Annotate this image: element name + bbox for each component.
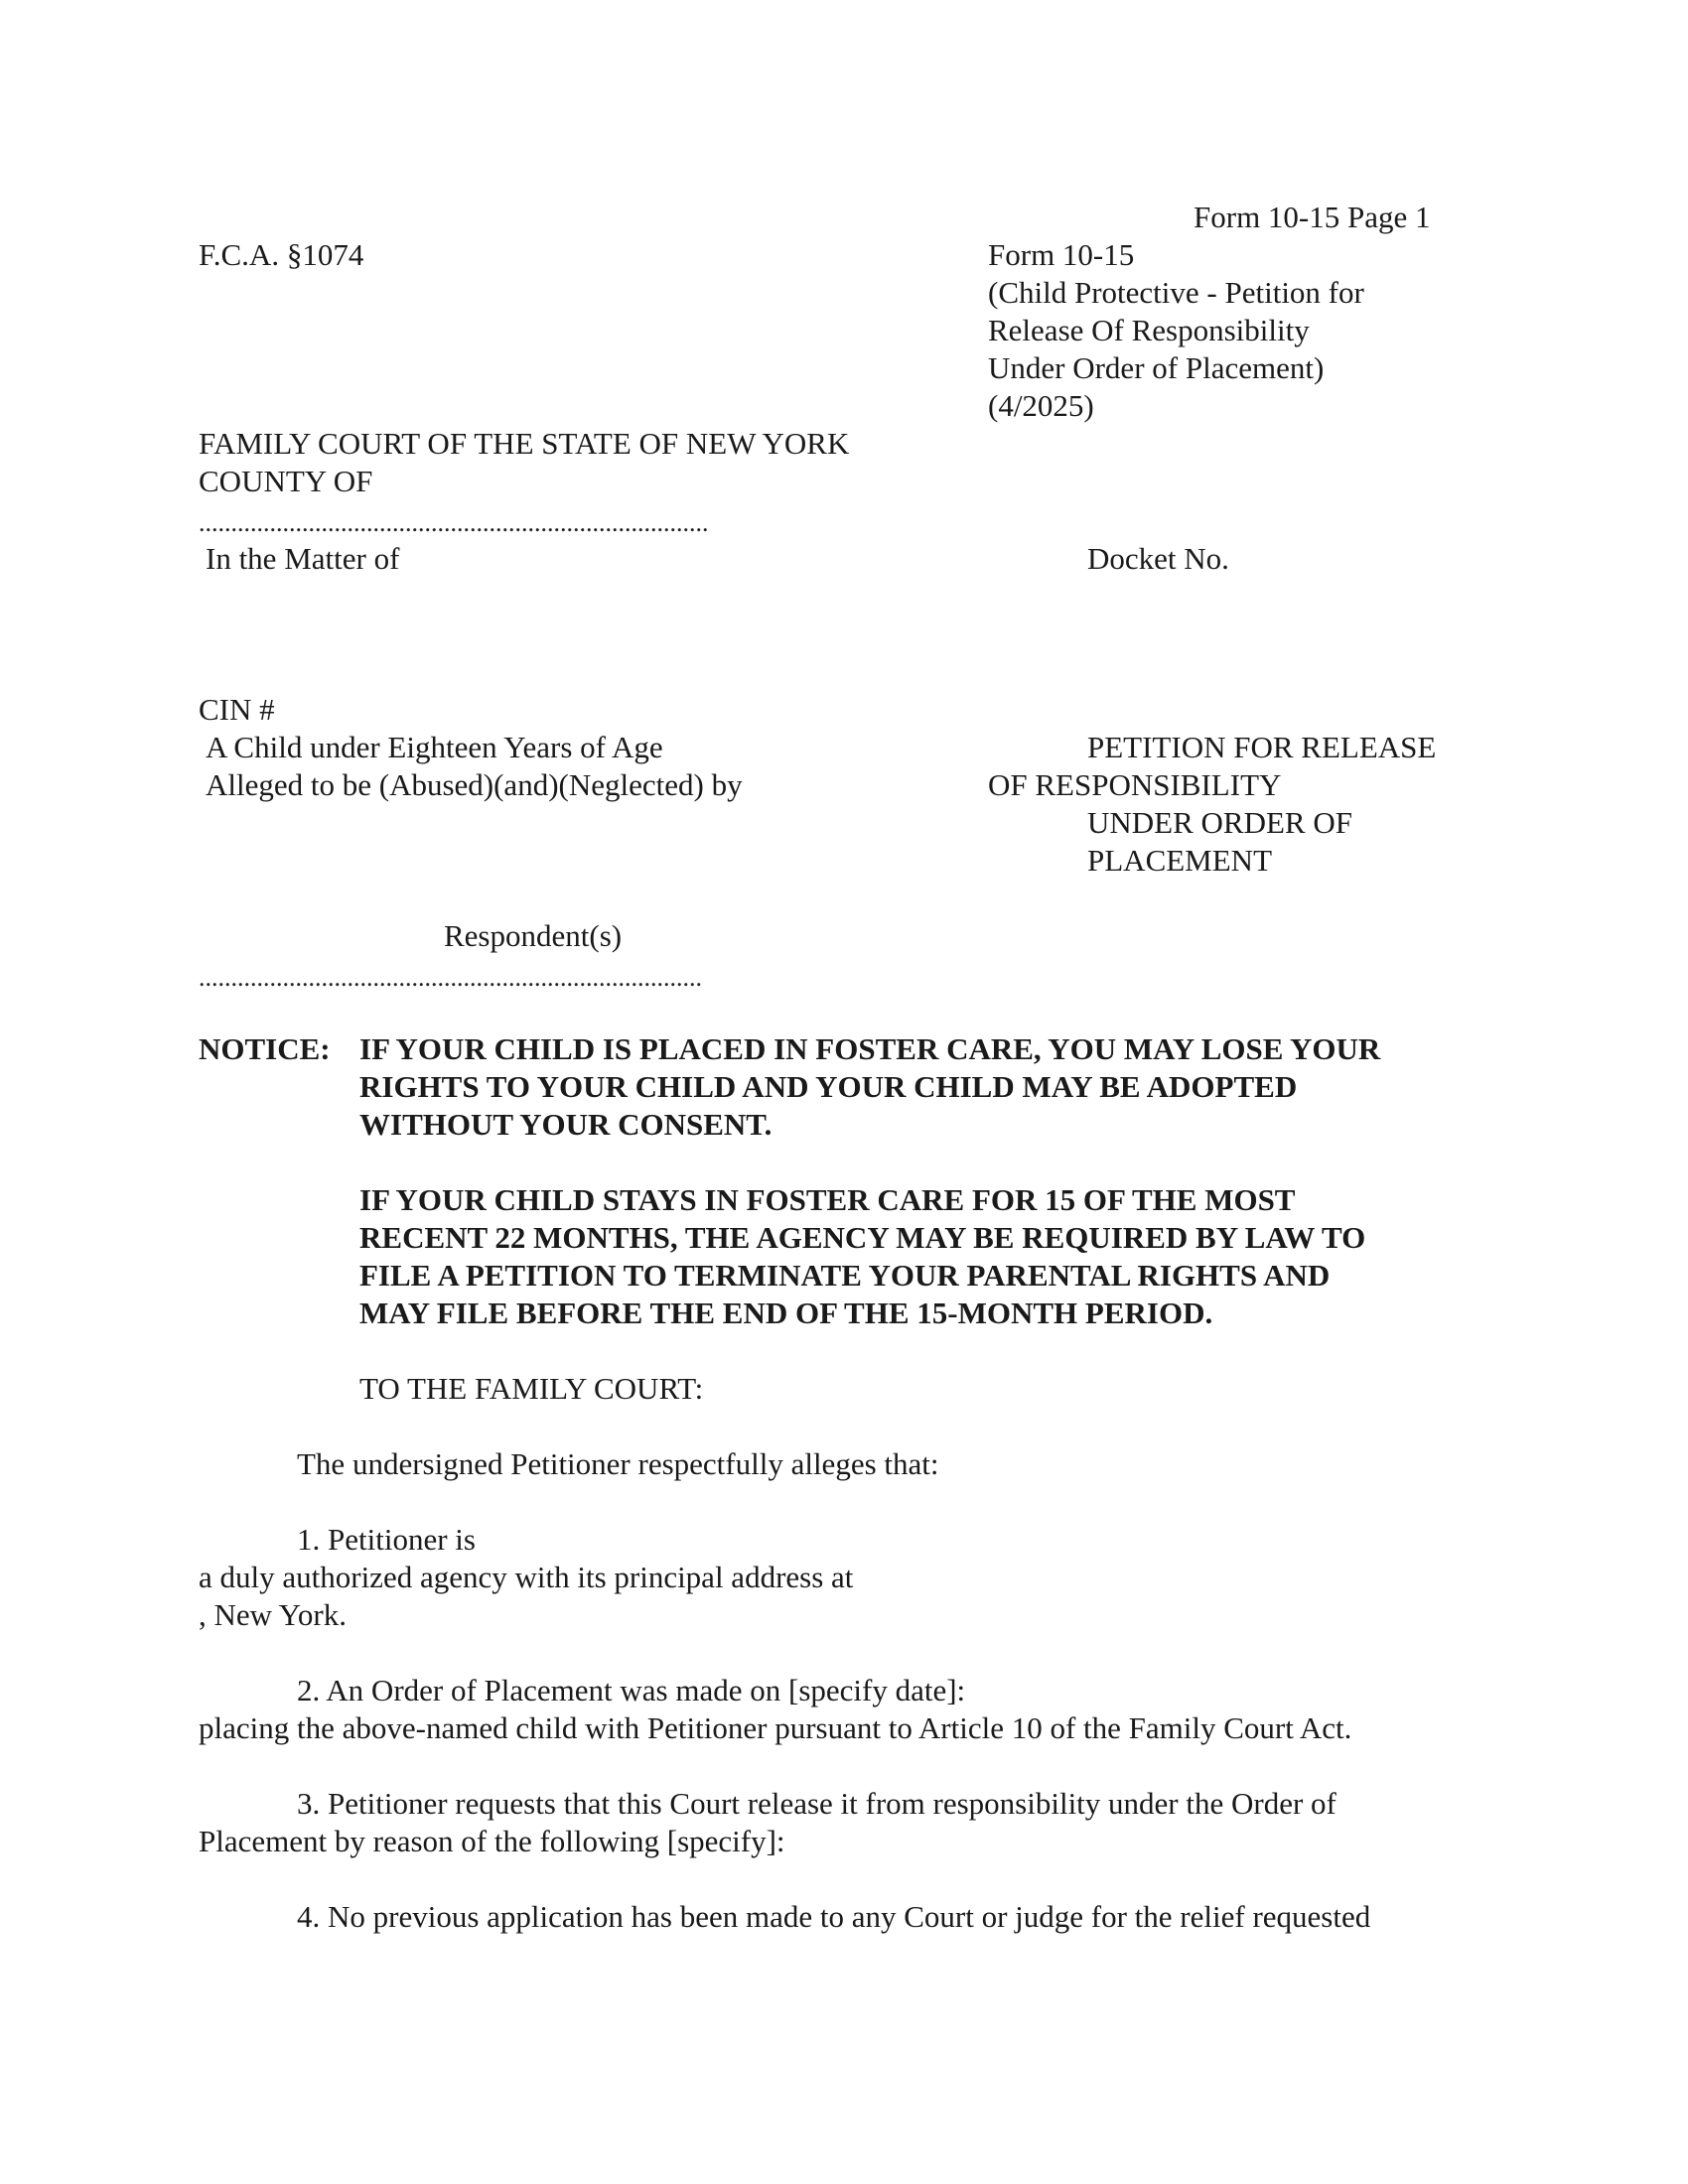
respondents-label: Respondent(s) (444, 918, 623, 953)
notice-line: IF YOUR CHILD IS PLACED IN FOSTER CARE, YOU MAY LOSE YOUR (359, 1031, 1381, 1066)
allegation-text: Placement by reason of the following [specify]: (199, 1824, 785, 1858)
child-description: A Child under Eighteen Years of Age (206, 730, 663, 764)
notice-label: NOTICE: (199, 1031, 331, 1066)
allegation-text: a duly authorized agency with its principal address at (199, 1560, 854, 1594)
statute-citation: F.C.A. §1074 (199, 237, 364, 272)
allegation-text: 2. An Order of Placement was made on [specify date]: (297, 1673, 966, 1707)
cin-label: CIN # (199, 692, 275, 727)
court-name: FAMILY COURT OF THE STATE OF NEW YORK (199, 426, 850, 461)
notice-line: WITHOUT YOUR CONSENT. (359, 1107, 773, 1142)
caption-divider: ............................................................................... (199, 508, 709, 537)
child-allegation: Alleged to be (Abused)(and)(Neglected) by (206, 767, 743, 802)
notice-line: RECENT 22 MONTHS, THE AGENCY MAY BE REQUIRED BY LAW TO (359, 1220, 1366, 1255)
notice-line: RIGHTS TO YOUR CHILD AND YOUR CHILD MAY BE ADOPTED (359, 1069, 1298, 1104)
page-number-label: Form 10-15 Page 1 (1194, 200, 1431, 234)
allegation-text: 3. Petitioner requests that this Court release it from responsibility under the Order of (297, 1786, 1336, 1821)
address-to-court: TO THE FAMILY COURT: (359, 1371, 704, 1406)
petition-title-line: UNDER ORDER OF (1087, 805, 1352, 840)
notice-line: IF YOUR CHILD STAYS IN FOSTER CARE FOR 15 OF THE MOST (359, 1182, 1296, 1217)
intro-statement: The undersigned Petitioner respectfully alleges that: (297, 1446, 939, 1481)
allegation-text: 4. No previous application has been made to any Court or judge for the relief requested (297, 1899, 1371, 1934)
form-desc-line: Under Order of Placement) (988, 350, 1325, 385)
notice-line: MAY FILE BEFORE THE END OF THE 15-MONTH PERIOD. (359, 1296, 1213, 1330)
petition-title-line: PLACEMENT (1087, 843, 1272, 878)
allegation-text: placing the above-named child with Petitioner pursuant to Article 10 of the Family Court Act. (199, 1710, 1352, 1745)
petition-title-line: PETITION FOR RELEASE (1087, 730, 1437, 764)
form-desc-line: (Child Protective - Petition for (988, 275, 1364, 310)
in-the-matter-label: In the Matter of (206, 541, 400, 576)
petition-title-line: OF RESPONSIBILITY (988, 767, 1282, 802)
form-desc-line: Release Of Responsibility (988, 313, 1310, 347)
caption-divider-bottom: .............................................................................. (199, 963, 702, 992)
form-number: Form 10-15 (988, 237, 1135, 272)
county-label: COUNTY OF (199, 464, 373, 498)
notice-line: FILE A PETITION TO TERMINATE YOUR PARENTAL RIGHTS AND (359, 1258, 1331, 1293)
form-desc-line: (4/2025) (988, 388, 1094, 423)
docket-number-label: Docket No. (1087, 541, 1229, 576)
allegation-text: , New York. (199, 1597, 347, 1632)
allegation-text: 1. Petitioner is (297, 1522, 476, 1557)
